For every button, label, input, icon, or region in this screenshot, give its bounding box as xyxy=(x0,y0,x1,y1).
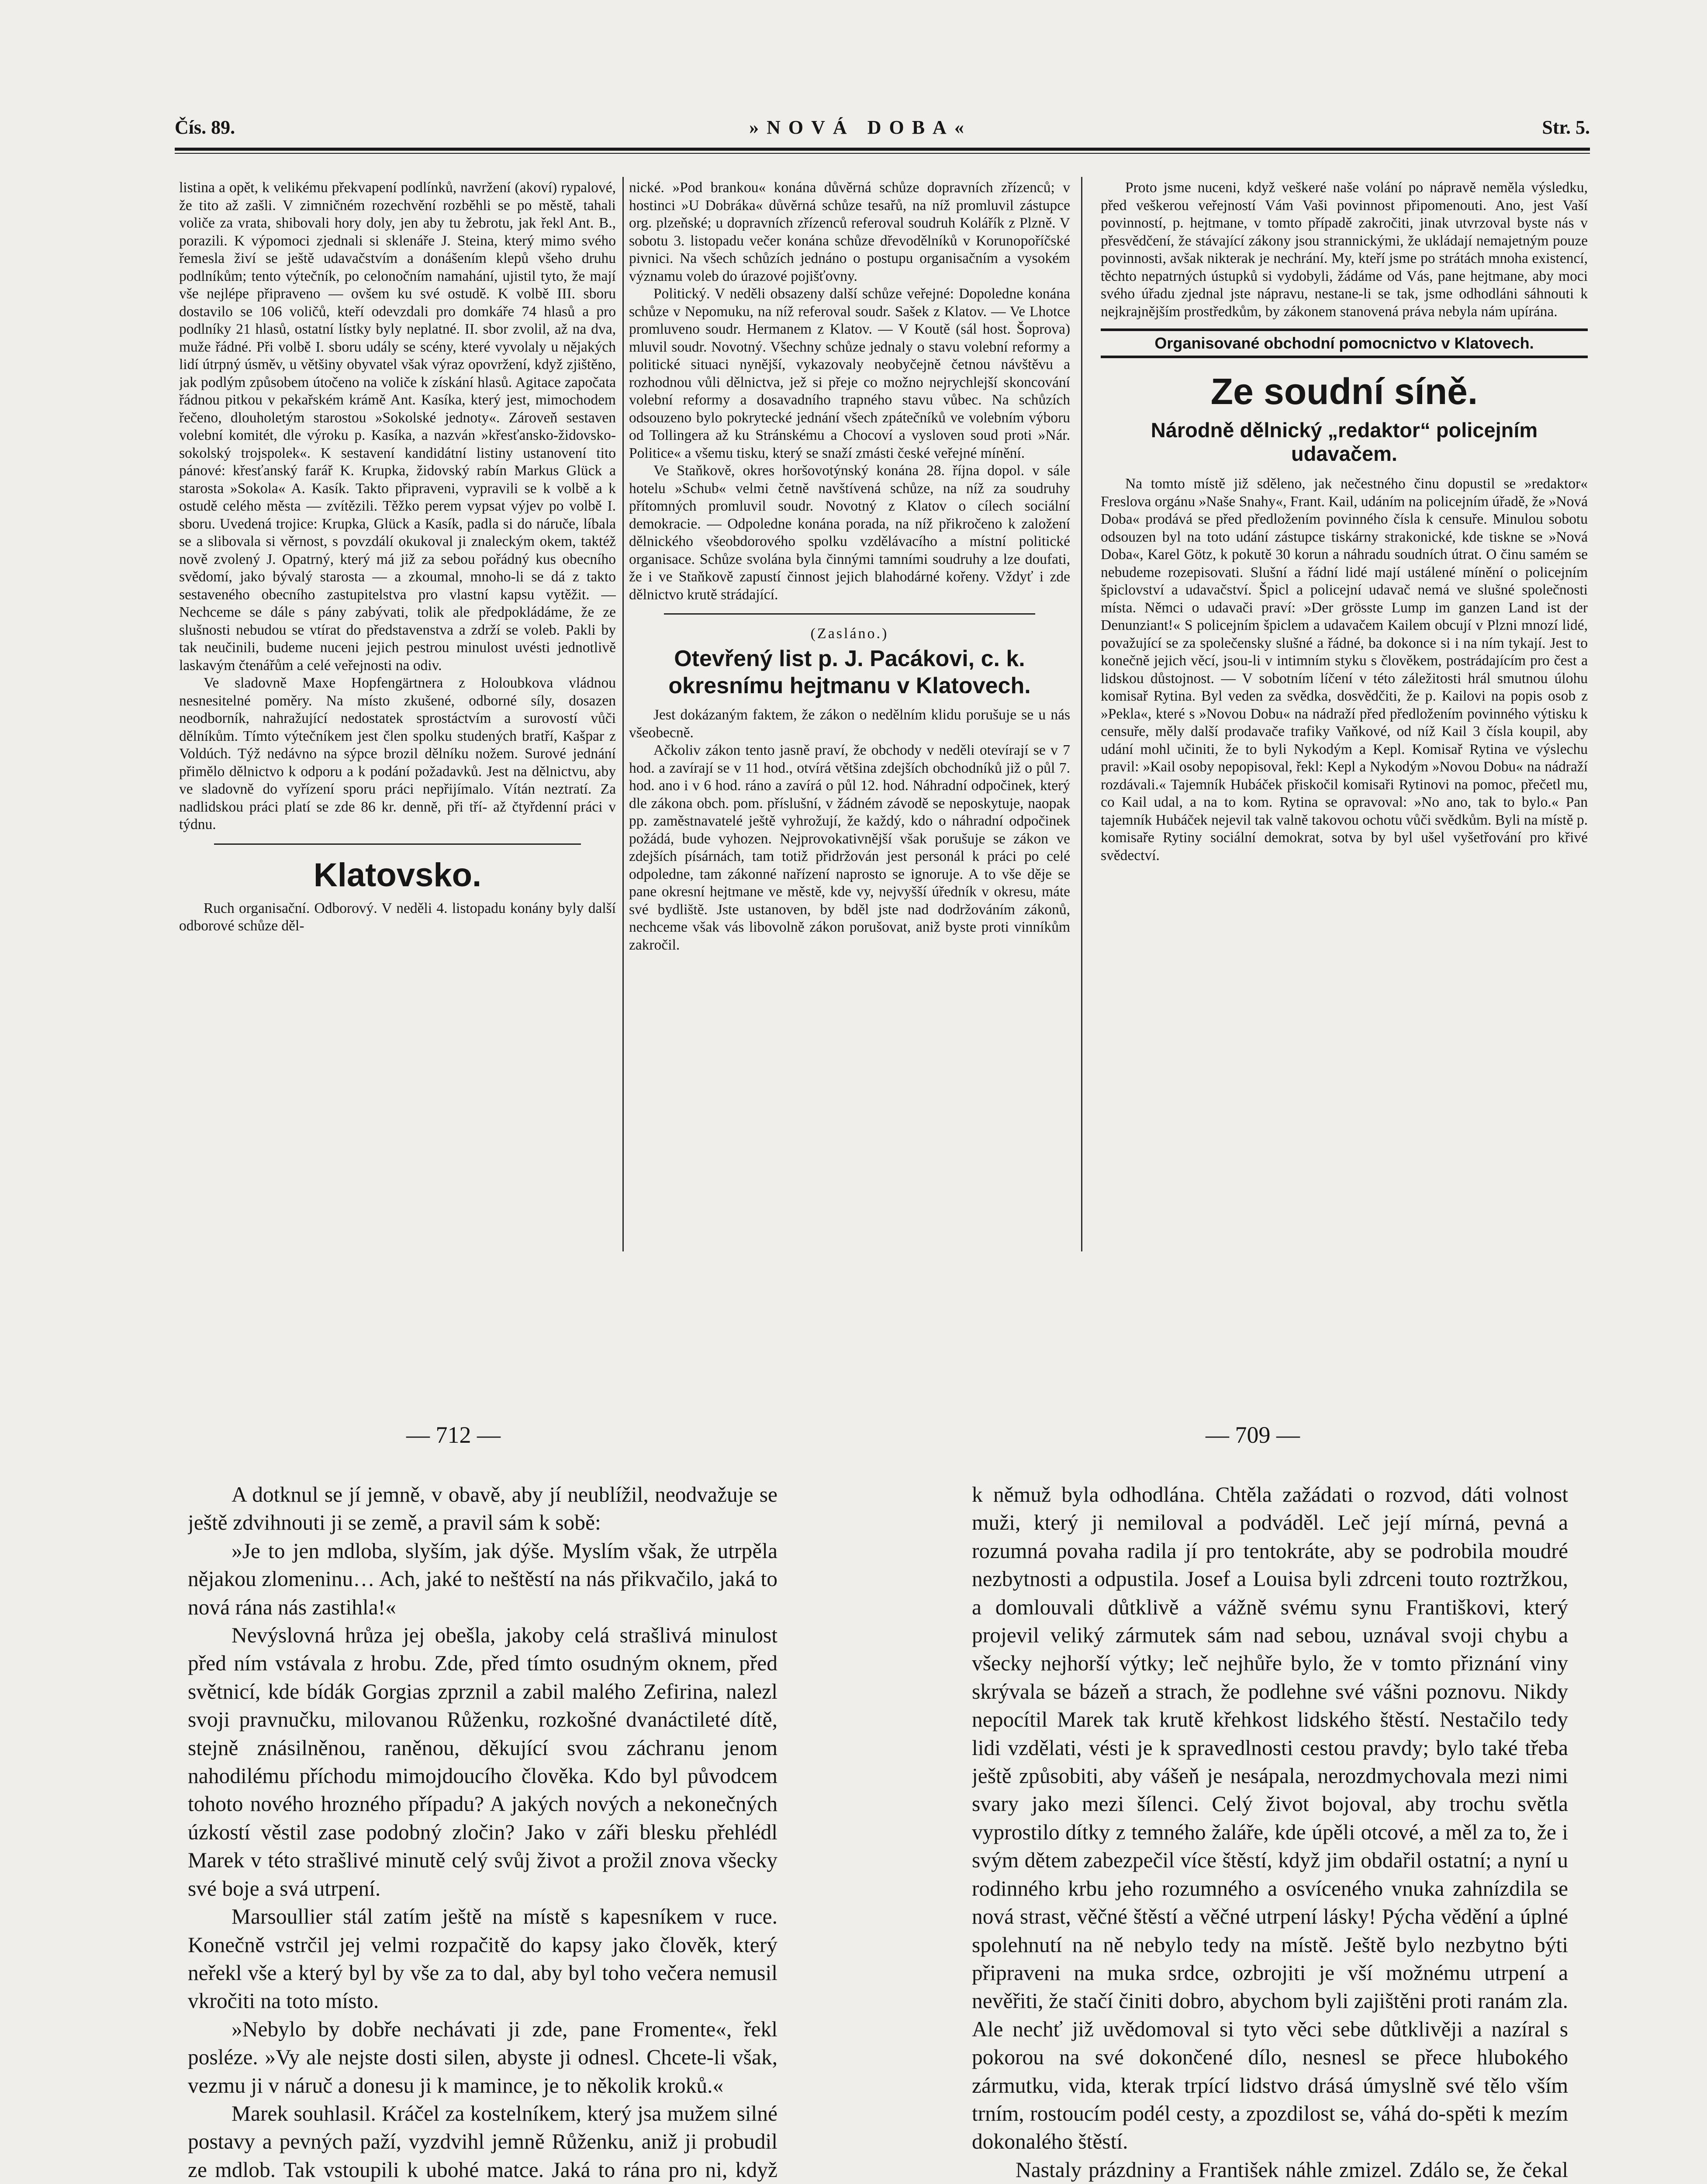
book-paragraph: Nastaly prázdniny a František náhle zmizel. Zdálo se, že čekal xyxy=(1016,2157,1568,2182)
book-page-left xyxy=(188,1481,777,2184)
book-paragraph: Nevýslovná hrůza jej obešla, jakoby celá strašlivá minulost před ním vstávala z hrobu. Zde, před tímto osudným oknem, před světnicí, kde bídák Gorgias zprznil a zabil malého Zefirina, nalezl svoji pravnučku, milovanou Růženku, rozkošné dvanáctileté dítě, stejně znásilněnou, raněnou, děkující svou záchranu jenom nahodilému příchodu mimojdoucího člověka. Kdo byl původcem tohoto nového hrozného případu? A jakých nových a nekonečných úzkostí věstil zase podobný zločin? Jako v záři blesku přehlédl Marek v této strašlivé minutě celý svůj život a prožil znova všecky své boje a svá utrpení. xyxy=(188,1623,777,1901)
book-paragraph: »Nebylo by dobře nechávati ji zde, pane Fromente«, řekl posléze. »Vy ale nejste dosti silen, abyste ji odnesl. Chcete-li však, vezmu ji v náruč a donesu ji k mamince, je to několik kroků.« xyxy=(188,2017,777,2098)
page-label: Str. 5. xyxy=(1542,117,1590,138)
article-paragraph: Ruch organisační. Odborový. V neděli 4. listopadu konány byly další odborové schůze děl- xyxy=(179,900,616,934)
divider xyxy=(664,613,1035,615)
article-paragraph: Ačkoliv zákon tento jasně praví, že obchody v neděli otevírají se v 7 hod. a zavírají se v 11 hod., otvírá většina zdejších obchodníků již o půl 7. hod. ano i v 6 hod. ráno a zavírá o půl 12. hod. Náhradní odpočinek, který dle zákona obch. pom. příslušní, v žádném závodě se neposkytuje, naopak pp. zaměstnavatelé ještě vyhrožují, že každý, kdo o náhradní odpočinek požádá, bude vyhozen. Nejprovokativnější však porušuje se zákon ve zdejších písárnách, tam totiž přidržován jest personál k práci po celé odpoledne, tam zákonné nařízení naprosto se ignoruje. A to vše děje se pane okresní hejtmane ve městě, kde vy, nejvyšší úředník v okresu, máte své bydliště. Jste ustanoven, by bděl jste nad dodržováním zákonů, nechceme však vás libovolně zákon porušovat, aniž byste proti vinníkům zakročil. xyxy=(629,742,1070,953)
column-divider xyxy=(1081,177,1082,1251)
section-heading-court: Ze soudní síně. xyxy=(1210,371,1478,412)
article-paragraph: Jest dokázaným faktem, že zákon o nedělním klidu porušuje se u nás všeobecně. xyxy=(629,707,1070,741)
header-rule-thin xyxy=(175,153,1590,154)
book-paragraph: Marek souhlasil. Kráčel za kostelníkem, který jsa mužem silné postavy a pevných paží, vyzdvihl jemně Růženku, aniž ji probudil ze mdlob. Tak vstoupili k ubohé matce. Jaká to rána pro ni, když xyxy=(188,2101,777,2182)
article-paragraph: Ve sladovně Maxe Hopfengärtnera z Holoubkova vládnou nesnesitelné poměry. Na místo zkušené, odborné síly, dosazen neodborník, nahražující nedostatek sprostáctvím a surovostí vůči dělníkům. Tímto výtečníkem jest člen spolku studených bratří, Kašpar z Voldúch. Týž nedávno na sýpce brozil dělníku nožem. Surové jednání přimělo dělnictvo k odporu a k podání požadavků. Jest na dělnictvu, aby ve sladovně do vyřízení sporu práci nepřijímalo. Vítán neztratí. Za nadlidskou práci platí se zde 86 kr. denně, při tří- až čtyřdenní práci v týdnu. xyxy=(179,675,616,833)
book-paragraph: Marsoullier stál zatím ještě na místě s kapesníkem v ruce. Konečně vstrčil jej velmi rozpačitě do kapsy jako člověk, který neřekl vše a který byl by vše za to dal, aby byl toho večera nemusil vkročiti na toto místo. xyxy=(188,1904,777,2013)
column-2 xyxy=(629,179,1070,1245)
page-header xyxy=(131,114,1590,145)
book-paragraph: k němuž byla odhodlána. Chtěla zažádati o rozvod, dáti volnost muži, který ji nemiloval a podváděl. Leč její mírná, pevná a rozumná povaha radila jí pro tentokráte, aby se podrobila moudré nezbytnosti a odpustila. Josef a Louisa byli zdrceni touto roztržkou, a domlouvali důtklivě a vážně svému synu Františkovi, který projevil veliký zármutek sám nad sebou, uznával svoji chybu a všecky nejhorší výtky; leč nejhůře bylo, že v tomto přiznání viny skrývala se bázeň a strach, že podlehne své vášni poznovu. Nikdy nepocítil Marek tak krutě křehkost lidského štěstí. Nestačilo tedy lidi vzdělati, vésti je k spravedlnosti cestou pravdy; bylo také třeba ještě způsobiti, aby vášeň je nesápala, nerozdmychovala mezi nimi svary jako mezi šílenci. Celý život bojoval, aby trochu světla vyprostilo dítky z temného žaláře, kde úpěli otcové, a měl za to, že i svým dětem zabezpečil více štěstí, když jim obdařil ostatní; a nyní u rodinného krbu jeho rozumného a osvíceného vnuka zahnízdila se nová strast, věčné štěstí a věčné utrpení lásky! Pýcha vědění a úplné spolehnutí na ně nebylo tedy na místě. Ještě bylo nezbytno býti připraveni na muka srdce, ozbrojiti je vší možnému utrpení a nevěřiti, že stačí činiti dobro, abychom byli zajištěni proti ranám zla. Ale nechť již uvědomoval si tyto věci sebe důtklivěji a nazíral s pokorou na své dokončené dílo, nesnesl se přece hlubokého zármutku, vida, kterak trpící lidstvo drásá úmyslně své tělo vším trním, rostoucím podél cesty, a zpozdilost se, váhá do-spěti k mezím dokonalého štěstí. xyxy=(972,1482,1568,2154)
book-paragraph: »Je to jen mdloba, slyším, jak dýše. Myslím však, že utrpěla nějakou zlomeninu… Ach, jaké to neštěstí na nás přikvačilo, jaká to nová rána nás zastihla!« xyxy=(188,1538,777,1619)
masthead-title: »NOVÁ DOBA« xyxy=(749,117,972,138)
page-number-left: — 712 — xyxy=(406,1422,501,1448)
book-page-right xyxy=(972,1481,1568,2184)
divider xyxy=(214,843,581,845)
article-paragraph: Politický. V neděli obsazeny další schůze veřejné: Dopoledne konána schůze v Nepomuku, na níž referoval soudr. Sašek z Klatov. — Ve Lhotce promluveno soudr. Hermanem z Klatov. — V Koutě (sál host. Šoprova) mluvil soudr. Novotný. Všechny schůze jednaly o stavu volební reformy a politické situaci nynější, vykazovaly neobyčejně četnou návštěvu a rozhodnou vůli dělnictva, jež si přeje co možno nejrychlejší skoncování volební reformy a dosavadního trapného stavu vůbec. Na schůzích odsouzeno bylo pokrytecké jednání všech zpátečníků ve volebním výboru od Tollingera až ku Stránskému a Chocoví a vysloven soud proti »Nár. Politice« a všemu tisku, který se snaží zmásti české veřejné mínění. xyxy=(629,286,1070,461)
zaslano-label: (Zasláno.) xyxy=(810,625,889,642)
article-paragraph: Ve Staňkově, okres horšovotýnský konána 28. října dopol. v sále hotelu »Schub« velmi četně navštívená schůze, na níž za soudruhy přítomných promluvil soudr. Novotný z Klatov o cílech sociální demokracie. — Odpoledne konána porada, na níž přikročeno k založení dělnického všeobdorového spolku vzdělávacího a místní politické organisace. Schůze svolána byla činnými tamními soudruhy a lze doufati, že i ve Staňkově zapustí činnost jejich blahodárné kořeny. Vždyť i zde dělnictvo krutě strádající. xyxy=(629,463,1070,603)
signature-banner: Organisované obchodní pomocnictvo v Klatovech. xyxy=(1101,328,1588,358)
column-1 xyxy=(179,179,616,1245)
open-letter-title: Otevřený list p. J. Pacákovi, c. k. okresnímu hejtmanu v Klatovech. xyxy=(668,646,1031,698)
issue-number: Čís. 89. xyxy=(175,117,235,138)
column-divider xyxy=(622,177,624,1251)
article-paragraph: nické. »Pod brankou« konána důvěrná schůze dopravních zřízenců; v hostinci »U Dobráka« důvěrná schůze tesařů, na níž promluvil zástupce org. plzeňské; u dopravních zřízenců referoval soudruh Kolářík z Plzně. V sobotu 3. listopadu večer konána schůze dřevodělníků v Korunopoříčské pivnici. Na všech schůzích jednáno o postupu organisačním a vysokém významu voleb do úrazové pojišťovny. xyxy=(629,180,1070,284)
page-number-right: — 709 — xyxy=(1206,1422,1300,1448)
column-3 xyxy=(1101,179,1588,1245)
section-heading-klatovsko: Klatovsko. xyxy=(313,856,482,894)
article-paragraph: Na tomto místě již sděleno, jak nečestného činu dopustil se »redaktor« Freslova orgánu »Naše Snahy«, Frant. Kail, udáním na policejním úřadě, že »Nová Doba« prodává se před předložením povinného čísla k censuře. Minulou sobotu odsouzen byl na toto udání zástupce tiskárny strakonické, kde tiskne se »Nová Doba«, Karel Götz, k pokutě 30 korun a náhradu soudních útrat. O činu samém se nebudeme rozepisovati. Slušní a řádní lidé mají ustálené mínění o policejním špiclovství a udavačství. Špicl a policejní udavač nemá ve slušné společnosti místa. Němci o udavači praví: »Der grösste Lump im ganzen Land ist der Denunziant!« S policejním špiclem a udavačem Kailem obcují v Plzni mnozí lidé, považující se za společensky slušné a řádné, ba dokonce si i na ním tykají. Jest to konečně jejich věcí, jsou-li v intimním styku s člověkem, postrádajícím pro čest a lidskou důstojnost. — V sobotním líčení v této záležitosti hrál smutnou úlohu komisař Rytina. Byl veden za svědka, dosvědčiti, že p. Kailovi na popis osob z »Pekla«, které s »Novou Dobu« na nádraží před předložením povinného výtisku k censuře, měly další prodavače trafiky Vaňkové, od níž Kail 3 čísla koupil, aby udání mohl učiniti, že to byli Nykodým a Kepl. Komisař Rytina ve výslechu pravil: »Kail osoby nepopisoval, řekl: Kepl a Nykodým »Novou Dobu« na nádraží rozdávali.« Tajemník Hubáček přiskočil komisaři Rytinovi na pomoc, přečetl mu, co Kail udal, a na to kom. Rytina se opravoval: »No ano, tak to bylo.« Pan tajemník Hubáček nejevil tak valně takovou ochotu vůči svědkům. Byli na místě p. komisaře Rytiny sociální demokrat, sotva by byl ušel vyšetřování pro křivé svědectví. xyxy=(1101,476,1588,864)
article-subheading: Národně dělnický „redaktor“ policejním udavačem. xyxy=(1151,418,1538,465)
book-paragraph: A dotknul se jí jemně, v obavě, aby jí neublížil, neodvažuje se ještě zdvihnouti ji se země, a pravil sám k sobě: xyxy=(188,1482,777,1535)
article-paragraph: Proto jsme nuceni, když veškeré naše volání po nápravě neměla výsledku, před veškerou veřejností Vám Vaši povinnost připomenouti. Ano, jest Vaší povinností, p. hejtmane, v tomto případě zakročiti, jinak utvrzoval byste nás v přesvědčení, že stávající zákony jsou strannickými, že ukládají nemajetným pouze povinnosti, avšak nikterak je nechrání. My, kteří jsme po strátách mnoha existencí, těchto nepatrných ústupků si vydobyli, žádáme od Vás, pane hejtmane, aby moci svého úřadu zjednal jste nápravu, nestane-li se tak, jsme odhodláni sáhnouti k nejkrajnějším prostředkům, by zákonem stanovená práva nebyla nám upírána. xyxy=(1101,180,1588,320)
article-paragraph: listina a opět, k velikému překvapení podlínků, navržení (akoví) rypalové, že tito až zašli. V zimničném rozechvění rozběhli se po městě, tahali voliče za vrata, shibovali hory doly, jen aby tu žebrotu, jak řekl Ant. B., porazili. K výpomoci zjednali si sklenáře J. Steina, který mimo svého řemesla živí se ještě udavačstvím a donášením klepů všeho druhu podlníkům; tento výtečník, po celonočním namahání, ujistil tyto, že mají vše nejlépe připraveno — ovšem ku své ostudě. K volbě III. sboru dostavilo se 106 voličů, kteří odevzdali pro domkáře 74 hlasů a pro podlníky 21 hlasů, ostatní lístky byly neplatné. II. sbor zvolil, až na dva, muže řádné. Při volbě I. sboru udály se scény, které vyvolaly u nějakých lidí útrpný úsměv, u většiny obyvatel však výraz opovržení, když zjištěno, jak podlým způsobem útočeno na voliče k získání hlasů. Agitace započata řádnou pitkou v pekařském krámě Ant. Kasíka, který jest, mimochodem řečeno, dlouholetým starostou »Sokolské jednoty«. Zároveň sestaven volební komitét, dle výroku p. Kasíka, a nazván »křesťansko-židovsko-sokolský trojspolek«. K sestavení kandidátní listiny ustanovení tito pánové: křesťanský farář K. Krupka, židovský rabín Markus Glück a starosta »Sokola« A. Kasík. Takto připraveni, vypravili se k volbě a k ostudě celého města — zvítězili. Těžko perem vypsat výjev po volbě I. sboru. Uvedená trojice: Krupka, Glück a Kasík, padla si do náruče, líbala se a slibovala si věrnost, s povzdálí okukoval ji znaleckým okem, taktéž nově zvolený J. Opatrný, který má již za sebou pořádný kus obecního svědomí, jako bývalý starosta — a zkoumal, mnoho-li se dá z takto sestaveného obecního zastupitelstva pro vlastní kapsu vytěžit. — Nechceme se dále s pány zabývati, tolik ale předpokládáme, že ze slušnosti nebudou se vtírat do představenstva a zdrží se voleb. Pakli by tak neučinili, budeme nuceni jejich pestrou minulost uvésti jednotlivě laskavým čtenářům a celé veřejnosti na odiv. xyxy=(179,180,616,674)
header-rule xyxy=(175,148,1590,151)
